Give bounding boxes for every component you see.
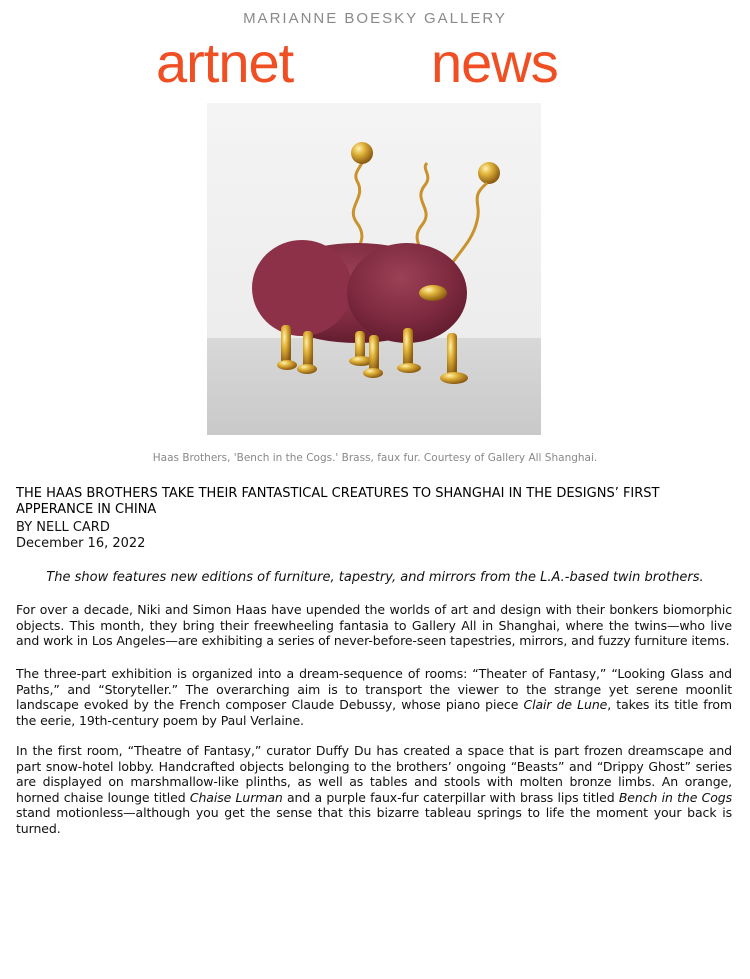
paragraph-3-part-a: In the first room, “Theatre of Fantasy,” curator Duffy Du has created a space that is part frozen dreamscape and part snow-hotel lobby. Handcrafted objects belonging to the brothers’ ongoing “Beasts” and “Drippy Ghost” series are displayed on marshmallow-like plinths, as well as tables and stools with molten bronze limbs. An orange, horned chaise lounge titled <box>16 743 732 805</box>
chaise-lurman-title: Chaise Lurman <box>189 789 283 805</box>
article-date: December 16, 2022 <box>16 536 146 551</box>
paragraph-3-part-b: and a purple faux-fur caterpillar with brass lips titled <box>282 789 619 805</box>
logo-artnet: artnet <box>156 31 294 94</box>
paragraph-3-part-c: stand motionless—although you get the sense that this bizarre tableau springs to life the moment your back is turned. <box>16 805 732 836</box>
bench-in-the-cogs-title: Bench in the Cogs <box>618 789 732 805</box>
article-byline: BY NELL CARD <box>16 520 110 535</box>
paragraph-2-part-a: The three-part exhibition is organized into a dream-sequence of rooms: “Theater of Fantasy,” “Looking Glass and Paths,” and “Storyteller.” The overarching aim is to transport the viewer to the strange yet serene moonlit landscape evoked by the French composer Claude Debussy, whose piano piece <box>16 666 732 712</box>
article-dek: The show features new editions of furniture, tapestry, and mirrors from the L.A.-based twin brothers. <box>46 570 704 585</box>
bench-in-the-cogs-image <box>207 103 541 435</box>
article-headline: THE HAAS BROTHERS TAKE THEIR FANTASTICAL CREATURES TO SHANGHAI IN THE DESIGNS’ FIRST APPERANCE IN CHINA <box>16 486 660 517</box>
paragraph-2 <box>16 666 732 728</box>
paragraph-1: For over a decade, Niki and Simon Haas have upended the worlds of art and design with their bonkers biomorphic objects. This month, they bring their freewheeling fantasia to Gallery All in Shanghai, where the twins—who live and work in Los Angeles—are exhibiting a series of never-before-seen tapestries, mirrors, and fuzzy furniture items. <box>16 602 732 648</box>
image-caption: Haas Brothers, 'Bench in the Cogs.' Brass, faux fur. Courtesy of Gallery All Shanghai. <box>152 452 598 464</box>
artnet-news-logo[interactable] <box>0 28 750 98</box>
paragraph-3 <box>16 743 732 836</box>
paragraph-2-part-b: , takes its title from the eerie, 19th-century poem by Paul Verlaine. <box>16 697 732 728</box>
clair-de-lune-title: Clair de Lune <box>523 697 608 712</box>
gallery-name: MARIANNE BOESKY GALLERY <box>243 10 507 27</box>
artwork-photo <box>207 103 541 435</box>
logo-news: news <box>431 31 558 94</box>
